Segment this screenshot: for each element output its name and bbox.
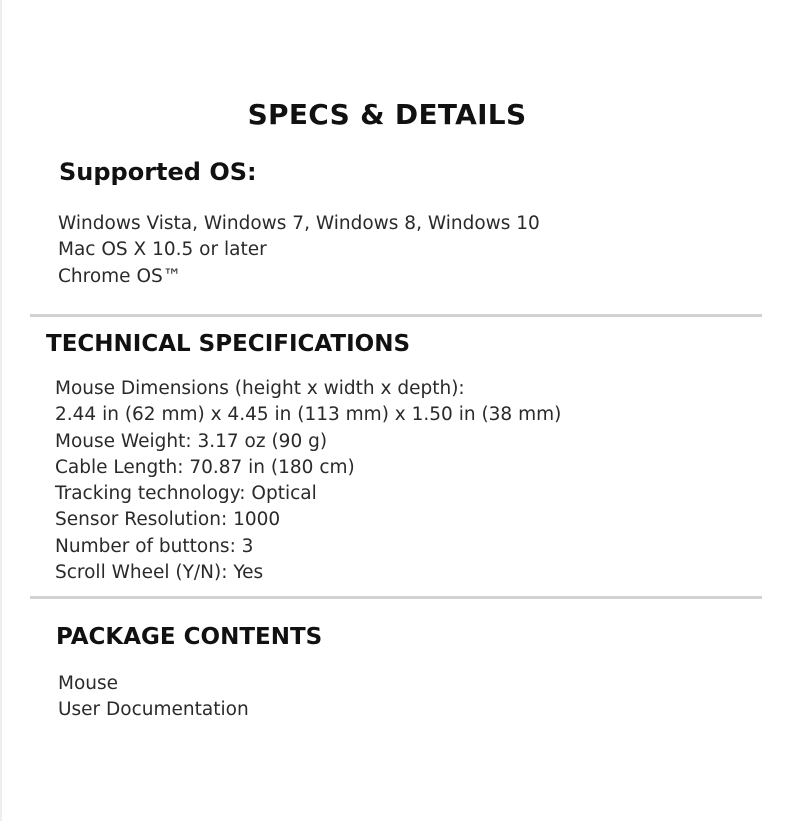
technical-specifications-heading: TECHNICAL SPECIFICATIONS [46,331,411,357]
spec-item: Tracking technology: Optical [55,483,317,505]
technical-specifications-list [55,376,561,586]
section-divider [30,314,762,317]
os-item: Mac OS X 10.5 or later [58,239,267,261]
page-title: SPECS & DETAILS [247,97,527,131]
package-item: Mouse [58,673,119,694]
spec-item: Scroll Wheel (Y/N): Yes [55,562,264,584]
spec-item: 2.44 in (62 mm) x 4.45 in (113 mm) x 1.50 in (38 mm) [55,404,562,426]
package-contents-list [58,671,249,724]
spec-item: Mouse Weight: 3.17 oz (90 g) [55,430,328,452]
spec-item: Cable Length: 70.87 in (180 cm) [55,456,355,478]
supported-os-list [58,211,540,290]
spec-item: Sensor Resolution: 1000 [55,509,281,531]
spec-item: Number of buttons: 3 [55,535,254,557]
os-item: Windows Vista, Windows 7, Windows 8, Windows 10 [58,213,540,234]
package-item: User Documentation [58,699,249,721]
spec-item: Mouse Dimensions (height x width x depth): [55,378,465,399]
supported-os-heading: Supported OS: [59,158,257,186]
os-item: Chrome OS™ [58,265,182,287]
section-divider [30,596,762,599]
package-contents-heading: PACKAGE CONTENTS [56,624,323,650]
